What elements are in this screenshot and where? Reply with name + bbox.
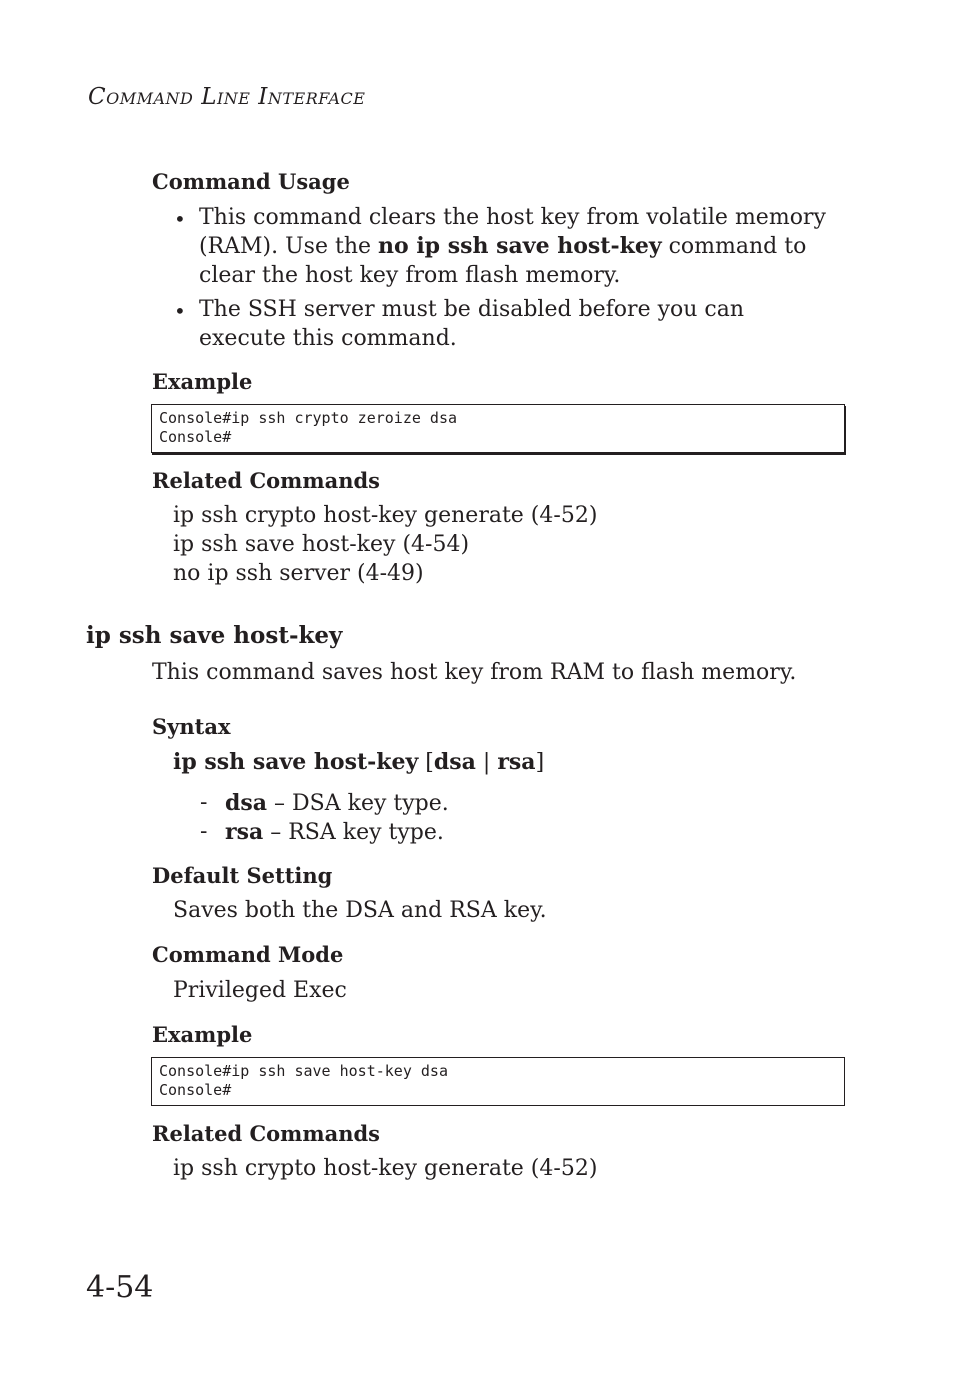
command-mode-text: Privileged Exec xyxy=(173,978,347,1003)
example-code-box-2 xyxy=(151,1057,845,1106)
syntax-heading: Syntax xyxy=(152,714,231,739)
param-dash: - xyxy=(200,790,208,815)
example-heading-2: Example xyxy=(152,1022,253,1047)
related-command-item: ip ssh save host-key (4-54) xyxy=(173,532,470,557)
command-usage-heading: Command Usage xyxy=(152,169,350,194)
example-heading-1: Example xyxy=(152,369,253,394)
bullet-marker: • xyxy=(174,299,186,323)
syntax-line: ip ssh save host-key [dsa | rsa] xyxy=(173,749,545,775)
running-header: COMMAND LINE INTERFACE xyxy=(88,84,366,110)
param-item-dsa: dsa – DSA key type. xyxy=(225,790,449,816)
command-title: ip ssh save host-key xyxy=(86,622,343,649)
example-code-box-1 xyxy=(151,404,845,453)
param-dash: - xyxy=(200,819,208,844)
usage-bullet-1: This command clears the host key from volatile memory (RAM). Use the no ip ssh save host-key command to clear the host key from flash memory. xyxy=(199,205,826,288)
related-command-item: ip ssh crypto host-key generate (4-52) xyxy=(173,1156,598,1181)
command-mode-heading: Command Mode xyxy=(152,942,344,967)
related-command-item: ip ssh crypto host-key generate (4-52) xyxy=(173,503,598,528)
code-line: Console# xyxy=(159,1081,232,1099)
param-item-rsa: rsa – RSA key type. xyxy=(225,819,444,845)
usage-bullet-1-command: no ip ssh save host-key xyxy=(378,233,662,259)
code-line: Console#ip ssh save host-key dsa xyxy=(159,1062,448,1080)
related-command-item: no ip ssh server (4-49) xyxy=(173,561,424,586)
syntax-command: ip ssh save host-key xyxy=(173,749,419,775)
bullet-marker: • xyxy=(174,207,186,231)
syntax-option-dsa: dsa xyxy=(433,749,476,775)
syntax-option-rsa: rsa xyxy=(497,749,536,775)
page-number: 4-54 xyxy=(86,1270,154,1305)
default-setting-text: Saves both the DSA and RSA key. xyxy=(173,898,547,923)
command-description: This command saves host key from RAM to flash memory. xyxy=(152,660,797,685)
code-line: Console#ip ssh crypto zeroize dsa xyxy=(159,409,458,427)
related-commands-heading-1: Related Commands xyxy=(152,468,380,493)
related-commands-heading-2: Related Commands xyxy=(152,1121,380,1146)
default-setting-heading: Default Setting xyxy=(152,863,333,888)
usage-bullet-2: The SSH server must be disabled before you can execute this command. xyxy=(199,297,745,351)
code-line: Console# xyxy=(159,428,232,446)
